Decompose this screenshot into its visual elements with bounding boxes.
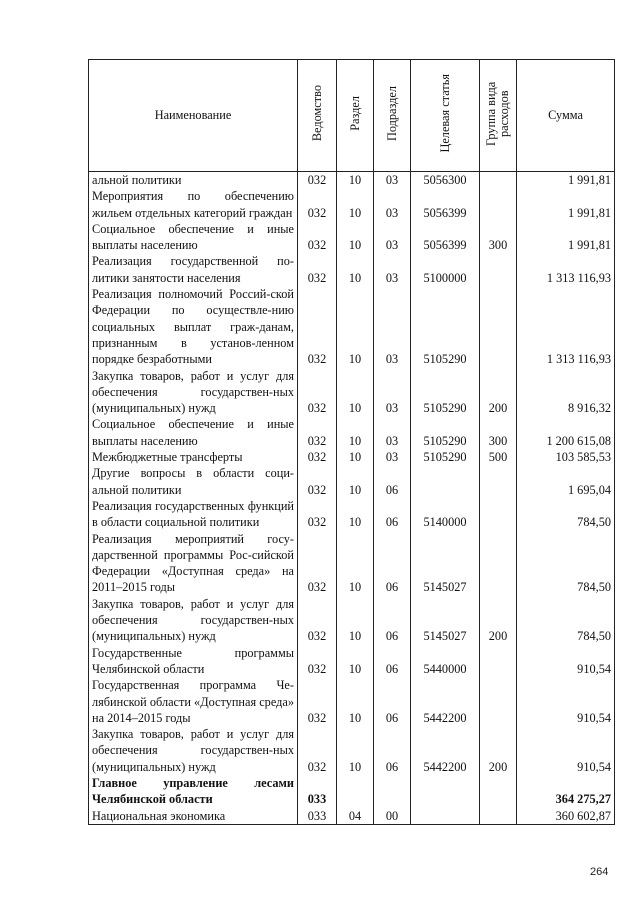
table-row xyxy=(89,596,615,645)
cell-target: 5105290 xyxy=(411,286,480,367)
cell-sum: 8 916,32 xyxy=(517,368,615,417)
table-row xyxy=(89,465,615,498)
cell-sum: 103 585,53 xyxy=(517,449,615,465)
cell-subsection: 03 xyxy=(374,253,411,286)
cell-expense-group: 200 xyxy=(480,726,517,775)
cell-ministry: 032 xyxy=(298,188,337,221)
cell-subsection xyxy=(374,775,411,808)
table-row xyxy=(89,531,615,596)
cell-sum: 1 313 116,93 xyxy=(517,286,615,367)
cell-subsection: 03 xyxy=(374,172,411,189)
table-row xyxy=(89,449,615,465)
cell-sum: 1 991,81 xyxy=(517,188,615,221)
cell-expense-group: 300 xyxy=(480,416,517,449)
cell-name: Социальное обеспечение и иные выплаты населению xyxy=(89,221,298,254)
header-sum: Сумма xyxy=(517,60,615,172)
cell-subsection: 06 xyxy=(374,596,411,645)
table-row xyxy=(89,726,615,775)
cell-target: 5100000 xyxy=(411,253,480,286)
cell-target xyxy=(411,808,480,825)
cell-subsection: 00 xyxy=(374,808,411,825)
cell-expense-group xyxy=(480,465,517,498)
cell-section: 10 xyxy=(337,465,374,498)
table-row xyxy=(89,368,615,417)
table-row xyxy=(89,253,615,286)
cell-expense-group xyxy=(480,188,517,221)
cell-subsection: 06 xyxy=(374,531,411,596)
budget-table xyxy=(88,59,615,825)
cell-sum: 1 695,04 xyxy=(517,465,615,498)
cell-expense-group xyxy=(480,253,517,286)
cell-name: альной политики xyxy=(89,172,298,189)
cell-name: Реализация государственной по-литики занятости населения xyxy=(89,253,298,286)
cell-ministry: 032 xyxy=(298,221,337,254)
cell-name: Закупка товаров, работ и услуг для обеспечения государствен-ных (муниципальных) нужд xyxy=(89,596,298,645)
table-row xyxy=(89,221,615,254)
cell-name: Межбюджетные трансферты xyxy=(89,449,298,465)
cell-sum: 1 991,81 xyxy=(517,221,615,254)
header-name: Наименование xyxy=(89,60,298,172)
cell-subsection: 06 xyxy=(374,498,411,531)
table-row xyxy=(89,677,615,726)
cell-section: 10 xyxy=(337,221,374,254)
cell-name: Другие вопросы в области соци-альной политики xyxy=(89,465,298,498)
cell-sum: 784,50 xyxy=(517,596,615,645)
table-row xyxy=(89,775,615,808)
cell-ministry: 032 xyxy=(298,416,337,449)
cell-ministry: 032 xyxy=(298,172,337,189)
table-header-row xyxy=(89,60,615,172)
cell-subsection: 06 xyxy=(374,677,411,726)
cell-target: 5442200 xyxy=(411,677,480,726)
cell-section: 04 xyxy=(337,808,374,825)
cell-target: 5056399 xyxy=(411,188,480,221)
cell-subsection: 03 xyxy=(374,368,411,417)
cell-name: Закупка товаров, работ и услуг для обеспечения государствен-ных (муниципальных) нужд xyxy=(89,726,298,775)
cell-name: Реализация мероприятий госу-дарственной программы Рос-сийской Федерации «Доступная среда» на 2011–2015 годы xyxy=(89,531,298,596)
cell-subsection: 06 xyxy=(374,645,411,678)
cell-target: 5105290 xyxy=(411,449,480,465)
cell-section: 10 xyxy=(337,596,374,645)
cell-section: 10 xyxy=(337,416,374,449)
table-row xyxy=(89,188,615,221)
cell-name: Реализация государственных функций в области социальной политики xyxy=(89,498,298,531)
cell-sum: 360 602,87 xyxy=(517,808,615,825)
table-row xyxy=(89,498,615,531)
cell-target: 5440000 xyxy=(411,645,480,678)
cell-target: 5145027 xyxy=(411,531,480,596)
cell-expense-group: 200 xyxy=(480,368,517,417)
cell-section: 10 xyxy=(337,449,374,465)
cell-sum: 910,54 xyxy=(517,677,615,726)
header-section: Раздел xyxy=(337,60,374,172)
cell-target: 5442200 xyxy=(411,726,480,775)
cell-section: 10 xyxy=(337,253,374,286)
header-ministry: Ведомство xyxy=(298,60,337,172)
cell-subsection: 06 xyxy=(374,726,411,775)
cell-expense-group xyxy=(480,531,517,596)
cell-name: Реализация полномочий Россий-ской Федерации по осуществле-нию социальных выплат граж-данам, признанным в установ-ленном порядке безработными xyxy=(89,286,298,367)
cell-section: 10 xyxy=(337,286,374,367)
cell-subsection: 03 xyxy=(374,188,411,221)
cell-ministry: 032 xyxy=(298,253,337,286)
cell-ministry: 032 xyxy=(298,498,337,531)
table-row xyxy=(89,808,615,825)
cell-sum: 910,54 xyxy=(517,645,615,678)
cell-sum: 910,54 xyxy=(517,726,615,775)
cell-expense-group: 300 xyxy=(480,221,517,254)
cell-ministry: 032 xyxy=(298,449,337,465)
page-number: 264 xyxy=(590,866,609,878)
table-row xyxy=(89,172,615,189)
cell-name: Мероприятия по обеспечению жильем отдельных категорий граждан xyxy=(89,188,298,221)
cell-ministry: 033 xyxy=(298,808,337,825)
cell-target xyxy=(411,465,480,498)
cell-name: Главное управление лесами Челябинской области xyxy=(89,775,298,808)
cell-ministry: 032 xyxy=(298,286,337,367)
cell-expense-group: 500 xyxy=(480,449,517,465)
cell-name: Национальная экономика xyxy=(89,808,298,825)
header-expense-group: Группа вида расходов xyxy=(480,60,517,172)
cell-ministry: 032 xyxy=(298,726,337,775)
cell-sum: 1 991,81 xyxy=(517,172,615,189)
cell-name: Социальное обеспечение и иные выплаты населению xyxy=(89,416,298,449)
table-row xyxy=(89,286,615,367)
cell-ministry: 032 xyxy=(298,645,337,678)
cell-expense-group xyxy=(480,286,517,367)
cell-target: 5105290 xyxy=(411,416,480,449)
cell-expense-group: 200 xyxy=(480,596,517,645)
cell-name: Государственная программа Че-лябинской области «Доступная среда» на 2014–2015 годы xyxy=(89,677,298,726)
cell-target: 5145027 xyxy=(411,596,480,645)
cell-section: 10 xyxy=(337,188,374,221)
cell-expense-group xyxy=(480,645,517,678)
cell-subsection: 03 xyxy=(374,416,411,449)
cell-ministry: 032 xyxy=(298,677,337,726)
cell-sum: 364 275,27 xyxy=(517,775,615,808)
cell-subsection: 03 xyxy=(374,221,411,254)
cell-section: 10 xyxy=(337,531,374,596)
cell-target: 5056399 xyxy=(411,221,480,254)
cell-ministry: 032 xyxy=(298,368,337,417)
header-target: Целевая статья xyxy=(411,60,480,172)
cell-subsection: 06 xyxy=(374,465,411,498)
cell-target xyxy=(411,775,480,808)
cell-subsection: 03 xyxy=(374,449,411,465)
cell-section: 10 xyxy=(337,645,374,678)
cell-section xyxy=(337,775,374,808)
cell-sum: 784,50 xyxy=(517,498,615,531)
cell-expense-group xyxy=(480,808,517,825)
cell-expense-group xyxy=(480,775,517,808)
cell-target: 5056300 xyxy=(411,172,480,189)
cell-sum: 784,50 xyxy=(517,531,615,596)
cell-name: Государственные программы Челябинской области xyxy=(89,645,298,678)
cell-section: 10 xyxy=(337,368,374,417)
header-subsection: Подраздел xyxy=(374,60,411,172)
table-row xyxy=(89,416,615,449)
cell-expense-group xyxy=(480,498,517,531)
cell-section: 10 xyxy=(337,677,374,726)
cell-section: 10 xyxy=(337,172,374,189)
cell-target: 5105290 xyxy=(411,368,480,417)
cell-ministry: 032 xyxy=(298,531,337,596)
cell-ministry: 032 xyxy=(298,465,337,498)
cell-name: Закупка товаров, работ и услуг для обеспечения государствен-ных (муниципальных) нужд xyxy=(89,368,298,417)
cell-expense-group xyxy=(480,677,517,726)
cell-ministry: 032 xyxy=(298,596,337,645)
cell-subsection: 03 xyxy=(374,286,411,367)
cell-expense-group xyxy=(480,172,517,189)
cell-target: 5140000 xyxy=(411,498,480,531)
cell-section: 10 xyxy=(337,498,374,531)
cell-section: 10 xyxy=(337,726,374,775)
cell-sum: 1 200 615,08 xyxy=(517,416,615,449)
cell-sum: 1 313 116,93 xyxy=(517,253,615,286)
cell-ministry: 033 xyxy=(298,775,337,808)
table-row xyxy=(89,645,615,678)
